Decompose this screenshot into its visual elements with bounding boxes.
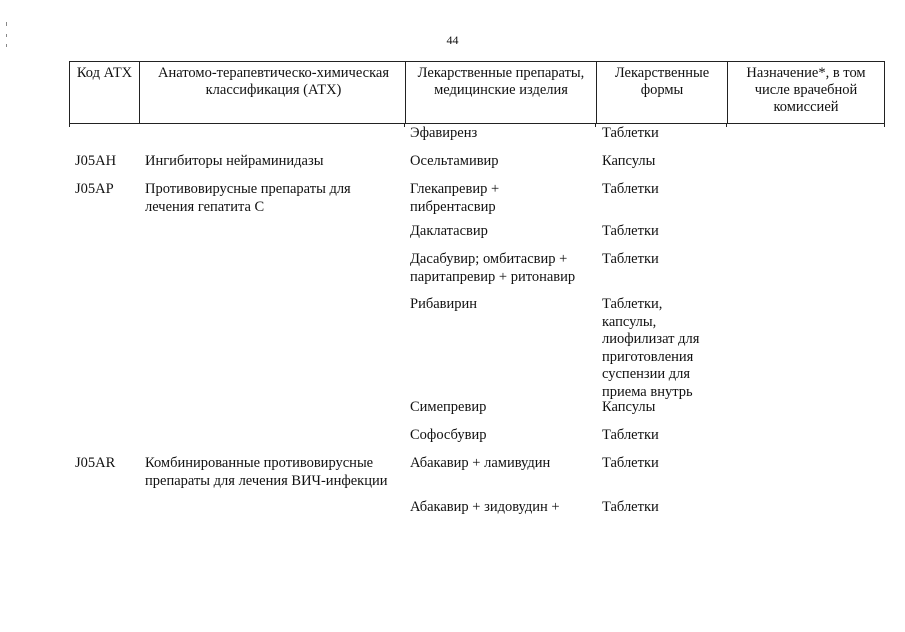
table-row-form: Таблетки [602, 455, 659, 471]
table-row-form: Таблетки [602, 427, 659, 443]
table-row-form: Таблетки, капсулы, лиофилизат для приготовления суспензии для приема внутрь [602, 296, 700, 400]
table-row-drug: Осельтамивир [410, 153, 499, 169]
table-row-drug: Абакавир + ламивудин [410, 455, 551, 471]
header-purpose: Назначение*, в том числе врачебной комиссией [746, 65, 866, 115]
table-row-form: Капсулы [602, 153, 656, 169]
column-divider-extension [404, 124, 405, 127]
table-row-class: Ингибиторы нейраминидазы [145, 153, 324, 169]
table-row-form: Капсулы [602, 399, 656, 415]
table-row-code: J05AR [75, 455, 116, 471]
column-divider-extension [595, 124, 596, 127]
table-row-drug: Дасабувир; омбитасвир + паритапревир + ритонавир [410, 251, 576, 285]
column-divider-extension [884, 124, 885, 127]
scan-mark [6, 22, 7, 26]
page-number: 44 [446, 33, 459, 47]
scan-mark [6, 34, 7, 37]
table-row-drug: Эфавиренз [410, 125, 478, 141]
scan-mark [6, 44, 7, 47]
table-row-form: Таблетки [602, 125, 659, 141]
header-forms: Лекарственные формы [614, 65, 710, 98]
table-row-class: Противовирусные препараты для лечения гепатита С [145, 181, 351, 215]
table-row-drug: Даклатасвир [410, 223, 488, 239]
table-row-drug: Софосбувир [410, 427, 487, 443]
table-row-form: Таблетки [602, 223, 659, 239]
table-row-drug: Глекапревир + пибрентасвир [410, 181, 500, 215]
header-code: Код АТХ [76, 65, 133, 81]
table-header [69, 61, 885, 124]
table-row-class: Комбинированные противовирусные препараты для лечения ВИЧ-инфекции [145, 455, 388, 489]
table-row-form: Таблетки [602, 181, 659, 197]
table-row-drug: Рибавирин [410, 296, 478, 312]
table-row-form: Таблетки [602, 499, 659, 515]
table-row-code: J05AP [75, 181, 114, 197]
header-drugs: Лекарственные препараты, медицинские изделия [417, 65, 585, 98]
table-row-drug: Симепревир [410, 399, 487, 415]
column-divider-extension [69, 124, 70, 127]
table-row-form: Таблетки [602, 251, 659, 267]
header-classification: Анатомо-терапевтическо-химическая классификация (АТХ) [157, 65, 390, 98]
column-divider-extension [726, 124, 727, 127]
table-row-drug: Абакавир + зидовудин + [410, 499, 560, 515]
table-row-code: J05AH [75, 153, 117, 169]
